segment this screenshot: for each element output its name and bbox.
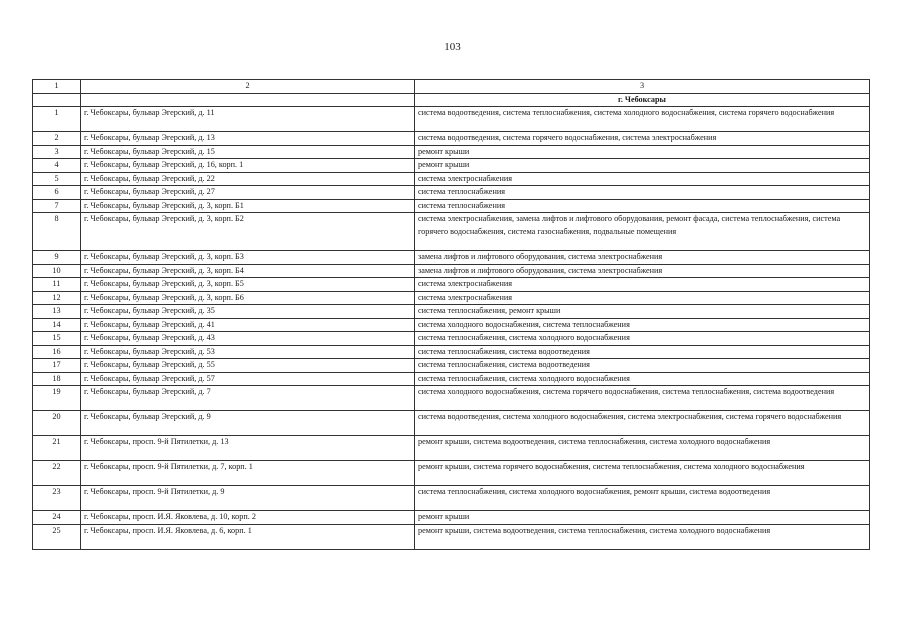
- row-works: система теплоснабжения, ремонт крыши: [415, 305, 870, 319]
- row-number: 21: [33, 436, 81, 461]
- table-row: [33, 386, 870, 411]
- row-works: система холодного водоснабжения, система горячего водоснабжения, система теплоснабжения, система водоотведения: [415, 386, 870, 411]
- row-works: система теплоснабжения, система холодного водоснабжения: [415, 332, 870, 346]
- row-number: 20: [33, 411, 81, 436]
- table-row: [33, 213, 870, 251]
- table-row: [33, 251, 870, 265]
- city-cell-empty-1: [33, 93, 81, 107]
- table-row: [33, 511, 870, 525]
- row-address: г. Чебоксары, просп. 9-й Пятилетки, д. 13: [81, 436, 415, 461]
- row-number: 13: [33, 305, 81, 319]
- row-address: г. Чебоксары, бульвар Эгерский, д. 35: [81, 305, 415, 319]
- row-works: система электроснабжения: [415, 172, 870, 186]
- column-header-3: 3: [415, 80, 870, 94]
- row-address: г. Чебоксары, бульвар Эгерский, д. 9: [81, 411, 415, 436]
- row-works: система водоотведения, система теплоснабжения, система холодного водоснабжения, система горячего водоснабжения: [415, 107, 870, 132]
- city-cell-empty-2: [81, 93, 415, 107]
- table-row: [33, 107, 870, 132]
- table-row: [33, 524, 870, 549]
- row-works: ремонт крыши, система водоотведения, система теплоснабжения, система холодного водоснабжения: [415, 524, 870, 549]
- row-number: 10: [33, 264, 81, 278]
- row-address: г. Чебоксары, просп. 9-й Пятилетки, д. 9: [81, 486, 415, 511]
- row-address: г. Чебоксары, бульвар Эгерский, д. 3, корп. Б3: [81, 251, 415, 265]
- row-number: 12: [33, 291, 81, 305]
- row-number: 17: [33, 359, 81, 373]
- row-works: замена лифтов и лифтового оборудования, система электроснабжения: [415, 251, 870, 265]
- table-row: [33, 132, 870, 146]
- row-address: г. Чебоксары, бульвар Эгерский, д. 3, корп. Б1: [81, 199, 415, 213]
- row-address: г. Чебоксары, бульвар Эгерский, д. 3, корп. Б6: [81, 291, 415, 305]
- table-row: [33, 186, 870, 200]
- row-address: г. Чебоксары, бульвар Эгерский, д. 3, корп. Б4: [81, 264, 415, 278]
- table-header-row: [33, 80, 870, 94]
- row-number: 16: [33, 345, 81, 359]
- row-number: 2: [33, 132, 81, 146]
- row-works: ремонт крыши, система горячего водоснабжения, система теплоснабжения, система холодного водоснабжения: [415, 461, 870, 486]
- row-address: г. Чебоксары, бульвар Эгерский, д. 16, корп. 1: [81, 159, 415, 173]
- table-row: [33, 486, 870, 511]
- row-number: 4: [33, 159, 81, 173]
- row-address: г. Чебоксары, бульвар Эгерский, д. 3, корп. Б5: [81, 278, 415, 292]
- row-works: система теплоснабжения, система водоотведения: [415, 359, 870, 373]
- row-works: система электроснабжения: [415, 278, 870, 292]
- row-works: система водоотведения, система горячего водоснабжения, система электроснабжения: [415, 132, 870, 146]
- row-works: система теплоснабжения: [415, 186, 870, 200]
- row-number: 15: [33, 332, 81, 346]
- row-address: г. Чебоксары, просп. И.Я. Яковлева, д. 6, корп. 1: [81, 524, 415, 549]
- table-row: [33, 145, 870, 159]
- table-row: [33, 332, 870, 346]
- city-section-row: [33, 93, 870, 107]
- table-row: [33, 172, 870, 186]
- row-works: ремонт крыши: [415, 145, 870, 159]
- table-row: [33, 278, 870, 292]
- table-row: [33, 345, 870, 359]
- row-address: г. Чебоксары, просп. И.Я. Яковлева, д. 10, корп. 2: [81, 511, 415, 525]
- table-row: [33, 291, 870, 305]
- row-works: ремонт крыши: [415, 511, 870, 525]
- row-works: система водоотведения, система холодного водоснабжения, система электроснабжения, система горячего водоснабжения: [415, 411, 870, 436]
- row-number: 22: [33, 461, 81, 486]
- row-number: 6: [33, 186, 81, 200]
- row-number: 3: [33, 145, 81, 159]
- row-works: система электроснабжения, замена лифтов и лифтового оборудования, ремонт фасада, система теплоснабжения, система горячего водоснабжения, система газоснабжения, подвальные помещения: [415, 213, 870, 251]
- row-number: 9: [33, 251, 81, 265]
- table-row: [33, 359, 870, 373]
- table-row: [33, 305, 870, 319]
- row-works: система электроснабжения: [415, 291, 870, 305]
- row-number: 11: [33, 278, 81, 292]
- table-body: [33, 80, 870, 550]
- row-address: г. Чебоксары, бульвар Эгерский, д. 11: [81, 107, 415, 132]
- row-number: 25: [33, 524, 81, 549]
- table-row: [33, 199, 870, 213]
- row-works: система холодного водоснабжения, система теплоснабжения: [415, 318, 870, 332]
- row-number: 24: [33, 511, 81, 525]
- row-works: замена лифтов и лифтового оборудования, система электроснабжения: [415, 264, 870, 278]
- row-address: г. Чебоксары, бульвар Эгерский, д. 55: [81, 359, 415, 373]
- table-row: [33, 159, 870, 173]
- table-row: [33, 411, 870, 436]
- row-works: система теплоснабжения: [415, 199, 870, 213]
- row-address: г. Чебоксары, бульвар Эгерский, д. 53: [81, 345, 415, 359]
- table-row: [33, 318, 870, 332]
- row-address: г. Чебоксары, просп. 9-й Пятилетки, д. 7, корп. 1: [81, 461, 415, 486]
- row-number: 23: [33, 486, 81, 511]
- row-address: г. Чебоксары, бульвар Эгерский, д. 3, корп. Б2: [81, 213, 415, 251]
- page-number: 103: [444, 41, 461, 53]
- city-title: г. Чебоксары: [415, 93, 870, 107]
- row-number: 19: [33, 386, 81, 411]
- row-address: г. Чебоксары, бульвар Эгерский, д. 41: [81, 318, 415, 332]
- row-works: ремонт крыши: [415, 159, 870, 173]
- column-header-1: 1: [33, 80, 81, 94]
- table-row: [33, 436, 870, 461]
- row-address: г. Чебоксары, бульвар Эгерский, д. 7: [81, 386, 415, 411]
- row-address: г. Чебоксары, бульвар Эгерский, д. 13: [81, 132, 415, 146]
- table-row: [33, 461, 870, 486]
- row-works: система теплоснабжения, система водоотведения: [415, 345, 870, 359]
- table-row: [33, 264, 870, 278]
- table-row: [33, 372, 870, 386]
- row-address: г. Чебоксары, бульвар Эгерский, д. 27: [81, 186, 415, 200]
- row-address: г. Чебоксары, бульвар Эгерский, д. 43: [81, 332, 415, 346]
- row-number: 7: [33, 199, 81, 213]
- column-header-2: 2: [81, 80, 415, 94]
- row-number: 14: [33, 318, 81, 332]
- row-address: г. Чебоксары, бульвар Эгерский, д. 15: [81, 145, 415, 159]
- row-address: г. Чебоксары, бульвар Эгерский, д. 22: [81, 172, 415, 186]
- row-works: система теплоснабжения, система холодного водоснабжения: [415, 372, 870, 386]
- row-number: 18: [33, 372, 81, 386]
- works-table: [32, 79, 870, 550]
- row-address: г. Чебоксары, бульвар Эгерский, д. 57: [81, 372, 415, 386]
- row-works: ремонт крыши, система водоотведения, система теплоснабжения, система холодного водоснабжения: [415, 436, 870, 461]
- row-number: 8: [33, 213, 81, 251]
- row-works: система теплоснабжения, система холодного водоснабжения, ремонт крыши, система водоотведения: [415, 486, 870, 511]
- row-number: 1: [33, 107, 81, 132]
- row-number: 5: [33, 172, 81, 186]
